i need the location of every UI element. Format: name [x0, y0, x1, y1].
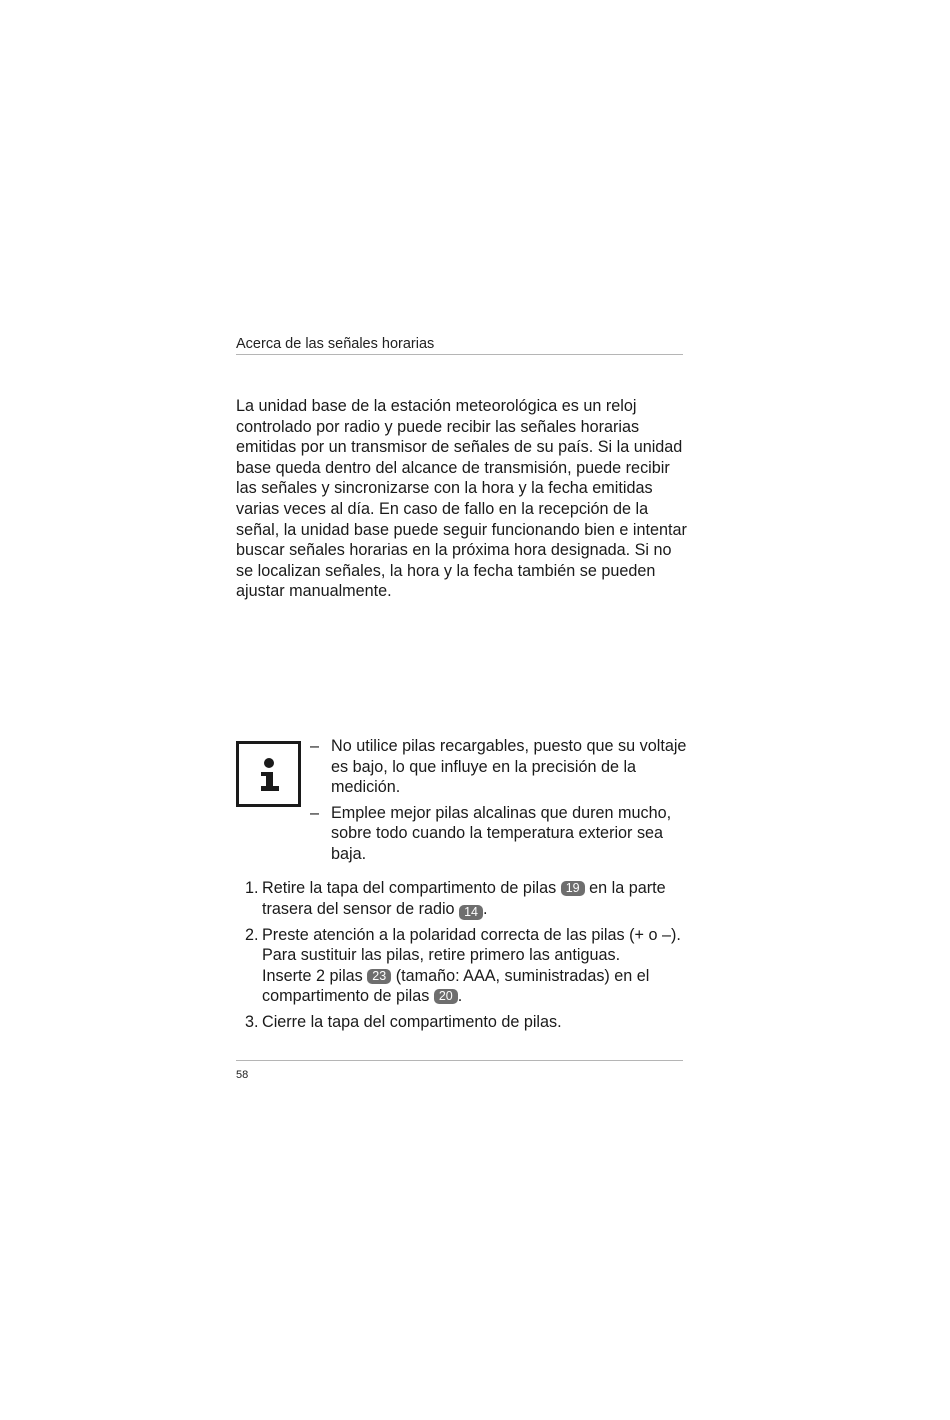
part-number-badge: 19 [561, 881, 585, 896]
info-icon-base [261, 786, 279, 791]
steps-list [236, 878, 686, 1038]
dash-bullet: – [310, 803, 320, 822]
step-number: 3. [245, 1012, 259, 1031]
part-number-badge: 20 [434, 989, 458, 1004]
intro-paragraph: La unidad base de la estación meteorológica es un reloj controlado por radio y puede recibir las señales horarias emitidas por un transmisor de señales de su país. Si la unidad base queda dentro del alcance de transmisión, puede recibir las señales y sincronizarse con la hora y la fecha emitidas varias veces al día. En caso de fallo en la recepción de la señal, la unidad base puede seguir funcionando bien e intentar buscar señales horarias en la próxima hora designada. Si no se localizan señales, la hora y la fecha también se pueden ajustar manualmente. [236, 397, 687, 601]
info-note [310, 803, 695, 865]
section-header: Acerca de las señales horarias [236, 336, 683, 355]
step-text: Inserte 2 pilas [262, 966, 363, 985]
step-number: 1. [245, 879, 259, 897]
step-text: Retire la tapa del compartimento de pilas [262, 879, 557, 897]
info-icon [236, 741, 301, 807]
step-text: . [457, 987, 463, 1006]
page-number: 58 [236, 1069, 249, 1081]
info-note [310, 736, 695, 798]
step-text: (tamaño: AAA, suministradas) en el compartimento de pilas [262, 966, 650, 1006]
info-icon-dot [264, 758, 274, 768]
step-text: Preste atención a la polaridad correcta de las pilas (+ o –). Para sustituir las pilas, retire primero las antiguas. [262, 925, 681, 965]
step-item [236, 878, 686, 920]
info-note-text: Emplee mejor pilas alcalinas que duren mucho, sobre todo cuando la temperatura exterior sea baja. [331, 803, 672, 863]
part-number-badge: 14 [459, 905, 483, 920]
step-item [236, 925, 686, 1007]
step-text: . [482, 899, 488, 918]
step-text: Cierre la tapa del compartimento de pilas. [262, 1012, 562, 1031]
info-notes-list [310, 736, 695, 870]
info-note-text: No utilice pilas recargables, puesto que su voltaje es bajo, lo que influye en la precisión de la medición. [331, 737, 687, 797]
step-number: 2. [245, 925, 259, 944]
step-item [236, 1012, 686, 1033]
footer-divider [236, 1060, 683, 1061]
dash-bullet: – [310, 737, 320, 755]
step-continuation [262, 966, 686, 1007]
step-text: en la parte trasera del sensor de radio [262, 879, 666, 918]
part-number-badge: 23 [367, 969, 391, 984]
